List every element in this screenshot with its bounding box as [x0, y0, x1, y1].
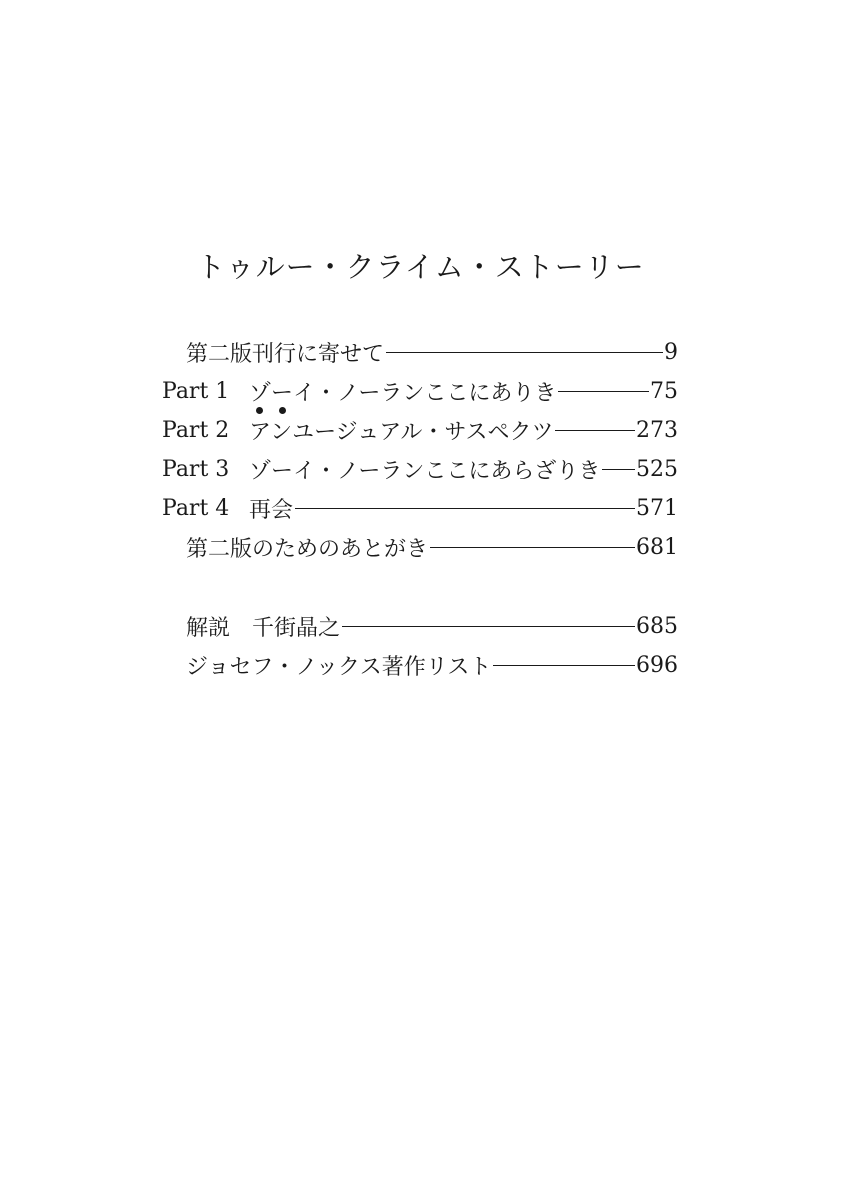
book-title: トゥルー・クライム・ストーリー	[196, 250, 645, 284]
toc-leader-line	[493, 665, 635, 666]
toc-leader-line	[386, 352, 663, 353]
toc-entry-afterword[interactable]	[186, 530, 678, 564]
toc-part-label: Part 4	[162, 495, 230, 521]
emphasis-dot-mark	[256, 407, 263, 414]
toc-part-label: Part 3	[162, 456, 230, 482]
toc-page-number: 696	[636, 652, 678, 678]
toc-page-number: 571	[636, 495, 678, 521]
toc-page-number: 273	[636, 417, 678, 443]
toc-entry-commentary[interactable]	[186, 609, 678, 643]
toc-page-number: 685	[636, 613, 678, 639]
toc-entry-part-1[interactable]	[162, 374, 678, 408]
toc-leader-line	[602, 469, 635, 470]
toc-entry-title: 第二版のためのあとがき	[186, 536, 429, 562]
toc-entry-title: 第二版刊行に寄せて	[186, 341, 385, 367]
toc-entry-title-wrapper	[249, 415, 553, 446]
toc-page-number: 9	[664, 339, 678, 365]
toc-leader-line	[555, 430, 635, 431]
toc-entry-part-3[interactable]	[162, 452, 678, 486]
toc-entry-bibliography[interactable]	[186, 648, 678, 682]
toc-leader-line	[558, 391, 649, 392]
toc-leader-line	[430, 547, 635, 548]
toc-page-number: 681	[636, 534, 678, 560]
toc-leader-line	[295, 508, 635, 509]
toc-part-label: Part 2	[162, 417, 230, 443]
toc-entry-title: ゾーイ・ノーランここにあらざりき	[249, 458, 601, 484]
toc-entry-title: 解説 千街晶之	[186, 615, 341, 641]
emphasis-dot-mark	[279, 407, 286, 414]
toc-entry-title: アンユージュアル・サスペクツ	[249, 419, 554, 445]
toc-entry-title: 再会	[249, 497, 294, 523]
toc-part-label: Part 1	[162, 378, 230, 404]
toc-entry-part-4[interactable]	[162, 491, 678, 525]
toc-page-number: 525	[636, 456, 678, 482]
toc-entry-title: ジョセフ・ノックス著作リスト	[186, 654, 492, 680]
toc-page-number: 75	[650, 378, 678, 404]
toc-entry-preface[interactable]	[186, 335, 678, 369]
toc-entry-part-2[interactable]	[162, 413, 678, 447]
toc-leader-line	[342, 626, 635, 627]
toc-entry-title: ゾーイ・ノーランここにありき	[249, 380, 557, 406]
